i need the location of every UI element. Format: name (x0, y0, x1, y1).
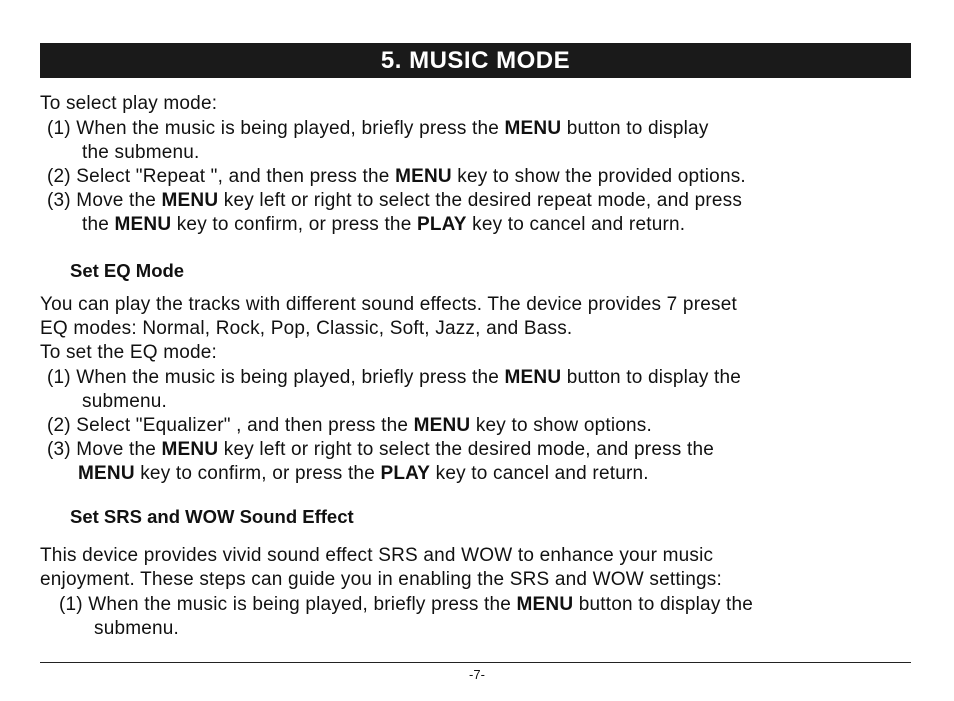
eq-step-1-cont: submenu. (82, 391, 168, 412)
page-number: -7- (469, 667, 485, 682)
play-mode-intro: To select play mode: (40, 93, 218, 114)
section-title: 5. MUSIC MODE (40, 43, 911, 78)
srs-step-1: (1) When the music is being played, briefly press the MENU button to display the (59, 594, 754, 615)
play-mode-step-2: (2) Select "Repeat ", and then press the MENU key to show the provided options. (47, 166, 746, 187)
srs-step-1-cont: submenu. (94, 618, 180, 639)
play-mode-step-3-cont: the MENU key to confirm, or press the PLAY key to cancel and return. (82, 214, 686, 235)
play-mode-step-1: (1) When the music is being played, briefly press the MENU button to display (47, 118, 709, 139)
eq-paragraph-line-1: You can play the tracks with different sound effects. The device provides 7 preset (40, 294, 737, 315)
srs-paragraph-line-1: This device provides vivid sound effect SRS and WOW to enhance your music (40, 545, 714, 566)
eq-step-3-cont: MENU key to confirm, or press the PLAY key to cancel and return. (78, 463, 649, 484)
play-mode-step-1-cont: the submenu. (82, 142, 200, 163)
eq-step-1: (1) When the music is being played, briefly press the MENU button to display the (47, 367, 742, 388)
eq-step-3: (3) Move the MENU key left or right to select the desired mode, and press the (47, 439, 714, 460)
play-mode-step-3: (3) Move the MENU key left or right to select the desired repeat mode, and press (47, 190, 743, 211)
eq-step-2: (2) Select "Equalizer" , and then press the MENU key to show options. (47, 415, 652, 436)
footer-divider (40, 662, 911, 663)
srs-paragraph-line-2: enjoyment. These steps can guide you in enabling the SRS and WOW settings: (40, 569, 722, 590)
eq-paragraph-line-2: EQ modes: Normal, Rock, Pop, Classic, Soft, Jazz, and Bass. (40, 318, 573, 339)
eq-intro: To set the EQ mode: (40, 342, 217, 363)
srs-wow-heading: Set SRS and WOW Sound Effect (70, 506, 354, 527)
eq-mode-heading: Set EQ Mode (70, 260, 185, 281)
